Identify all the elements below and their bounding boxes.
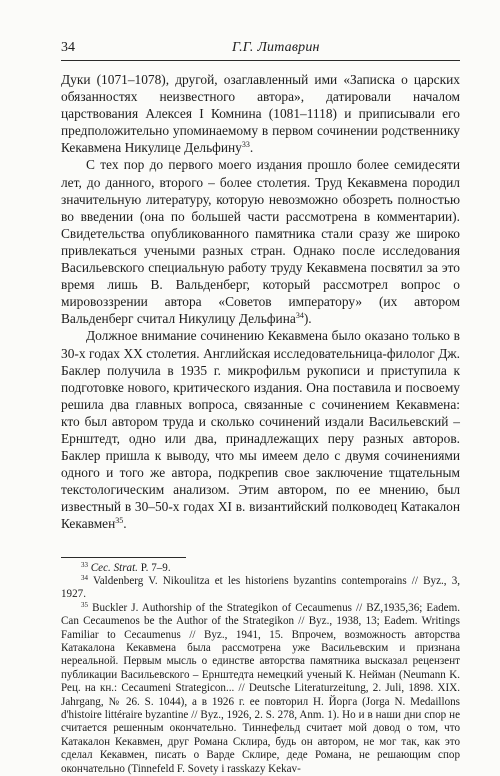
footnote-33: [61, 562, 460, 575]
paragraph-end: .: [123, 516, 127, 532]
paragraph-end: ).: [303, 311, 312, 327]
footnote-ref-34[interactable]: 34: [295, 311, 304, 321]
footnote-35: [61, 602, 460, 776]
running-head: [61, 40, 460, 61]
footnote-ref-33[interactable]: 33: [241, 140, 250, 150]
footnote-34: [61, 575, 460, 602]
footnote-number: 35: [81, 600, 88, 609]
footnotes: [61, 562, 460, 776]
body-text: [61, 71, 460, 533]
footnote-text: Buckler J. Authorship of the Strategikon of Cecaumenus // BZ,1935,36; Eadem. Can Cecaumenos be the Author of the Strategikon // Byz., 1938, 13; Eadem. Writings Familiar to Cecaumenus // Byz., 1941, 15. Впрочем, возможность авторства Катакалона Кекавмена была рассмотрена уже Васильевским и признана нереальной. Первым мысль о единстве авторства памятника высказал рецензент публикации Васильевского – Ернштедта немецкий ученый К. Нейман (Neumann K. Рец. на кн.: Cecaumeni Strategicon... // Deutsche Literaturzeitung, 2. Juli, 1898. XIX. Jahrgang, № 26. S. 1044), а в 1926 г. ее повторил Н. Йорга (Jorga N. Medaillons d'histoire littéraire byzantine // Byz., 1926, 2. S. 278, Anm. 1). Но и в наши дни спор не считается решенным окончательно. Тиннефельд считает мой довод о том, что Катакалон Кекавмен, друг Романа Склира, будь он автором, не мог так, как это сделал Кекавмен, писать о Варде Склире, деде Романа, не решающим спор окончательно (Tinnefeld F. Sovety i rasskazy Kekav-: [61, 601, 460, 775]
paragraph-3: [61, 327, 460, 532]
footnote-separator: [61, 557, 186, 558]
footnote-text: P. 7–9.: [137, 561, 171, 574]
footnote-number: 33: [81, 560, 88, 569]
paragraph-1: [61, 71, 460, 156]
paragraph-text: Должное внимание сочинению Кекавмена было оказано только в 30-х годах XX столетия. Английская исследовательница-филолог Дж. Баклер получила в 1935 г. микрофильм рукописи и приступила к подготовке нового, критического издания. Она поставила и посвоему решила два главных вопроса, связанные с сочинением Кекавмена: кто был автором труда и сколько сочинений издали Васильевский – Ернштедт, одно или два, принадлежащих перу разных авторов. Баклер пришла к выводу, что мы имеем дело с двумя сочинениями одного и того же автора, подкрепив свое заключение тщательным текстологическим анализом. Этим автором, по ее мнению, был известный в 30–50-х годах XI в. византийский полководец Катакалон Кекавмен: [61, 328, 460, 532]
paragraph-end: .: [249, 140, 254, 156]
paragraph-text: С тех пор до первого моего издания прошло более семидесяти лет, до данного, второго – более столетия. Труд Кекавмена породил значительную литературу, которую невозможно обозреть полностью во введении (она по большей части рассмотрена в комментарии). Свидетельства опубликованного памятника стали сразу же широко привлекаться учеными разных стран. Однако после исследования Васильевского специальную работу труду Кекавмена посвятил за это время лишь В. Вальденберг, который рассмотрел вопрос о мировоззрении автора «Советов императору» (их автором Вальденберг считал Никулицу Дельфина: [61, 157, 460, 327]
paragraph-text: Дуки (1071–1078), другой, озаглавленный ими «Записка о царских обязанностях неизвестного автора», датировали началом царствования Алексея I Комнина (1081–1118) и приписывали его предположительно упоминаемому в первом сочинении родственнику Кекавмена Никулице Дельфину: [61, 72, 460, 156]
footnote-source-italic: Cec. Strat.: [90, 561, 138, 574]
running-title: Г.Г. Литаврин: [232, 40, 320, 55]
footnote-ref-35[interactable]: 35: [115, 516, 124, 526]
paragraph-2: [61, 156, 460, 327]
page-number: 34: [61, 40, 75, 55]
footnote-text: Valdenberg V. Nikoulitza et les historiens byzantins contemporains // Byz., 3, 1927.: [61, 574, 461, 601]
footnote-number: 34: [81, 573, 88, 582]
